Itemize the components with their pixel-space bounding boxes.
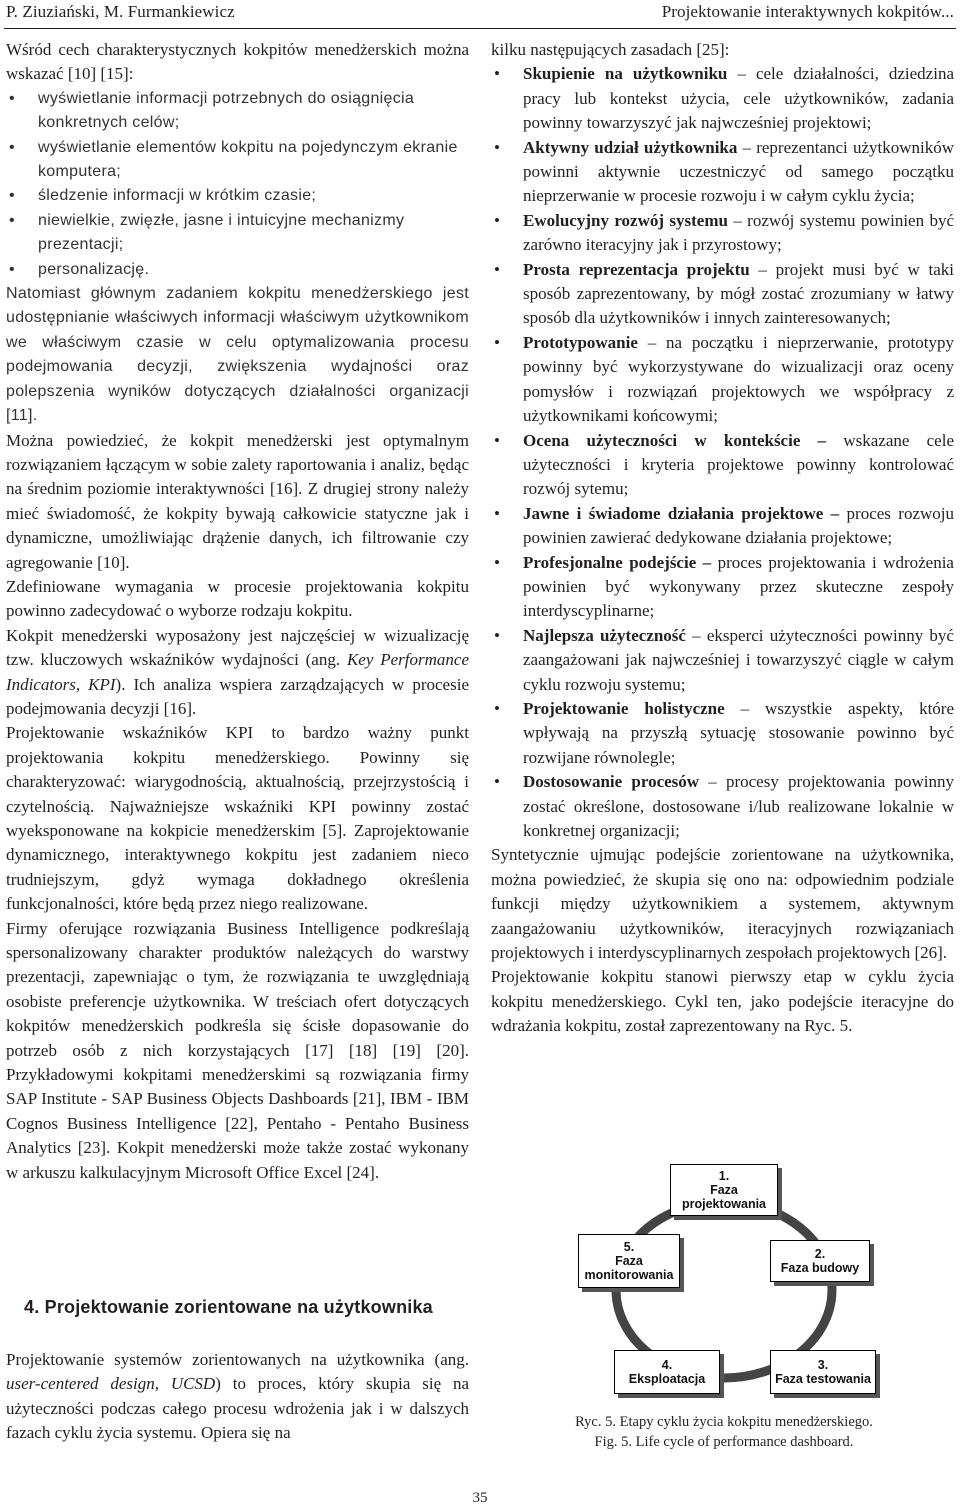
list-item: • wyświetlanie informacji potrzebnych do osiągnięcia konkretnych celów; [6,87,469,136]
principles-list [491,62,954,843]
principles-intro: kilku następujących zasadach [25]: [491,40,730,59]
bullet-icon: • [494,552,500,572]
bullet-icon: • [494,137,500,157]
list-item: • Prosta reprezentacja projektu – projekt musi być w taki sposób zaprezentowany, by mógł zostać zrozumiany w łatwy sposób dla użytkowników i innych zainteresowanych; [494,259,954,328]
paragraph: Projektowanie kokpitu stanowi pierwszy etap w cyklu życia kokpitu menedżerskiego. Cykl ten, jako podejście iteracyjne do wdrażania kokpitu, został zaprezentowany na Ryc. 5. [491,967,954,1036]
phase-box-1: 1. Faza projektowania [670,1164,778,1216]
section-heading: 4. Projektowanie zorientowane na użytkownika [24,1297,433,1317]
list-item: • wyświetlanie elementów kokpitu na pojedynczym ekranie komputera; [6,136,469,185]
paragraph: Zdefiniowane wymagania w procesie projektowania kokpitu powinno zadecydować o wyborze rodzaju kokpitu. [6,576,469,621]
figure-caption-pl: Ryc. 5. Etapy cyklu życia kokpitu menedżerskiego. [575,1414,873,1430]
phase-box-3: 3. Faza testowania [770,1350,876,1394]
list-item: • Profesjonalne podejście – proces projektowania i wdrożenia powinien być wykonywany przez skuteczne zespoły interdyscyplinarne; [494,552,954,621]
phase-box-4: 4. Eksploatacja [614,1350,720,1394]
list-item: • śledzenie informacji w krótkim czasie; [6,184,469,208]
paragraph: Firmy oferujące rozwiązania Business Intelligence podkreślają spersonalizowany charakter produktów należących do warstwy prezentacji, zapewniając o tym, że rozwiązania te uwzględniają osobiste preferencje użytkownika. W treściach ofert dotyczących kokpitów menedżerskich podkreśla się ścisłe dopasowanie do potrzeb osób z nich korzystających [17] [18] [19] [20]. Przykładowymi kokpitami menedżerskimi są rozwiązania firmy SAP Institute - SAP Business Objects Dashboards [21], IBM - IBM Cognos Business Intelligence [22], Pentaho - Pentaho Business Analytics [23]. Kokpit menedżerski może także zostać wykonany w arkuszu kalkulacyjnym Microsoft Office Excel [24]. [6,918,469,1182]
bullet-icon: • [494,503,500,523]
bullet-icon: • [9,260,15,278]
paragraph: Można powiedzieć, że kokpit menedżerski jest optymalnym rozwiązaniem łączącym w sobie zalety raportowania i analiz, będąc na średnim poziomie interaktywności [16]. Z drugiej strony należy mieć świadomość, że kokpity bywają całkowicie statyczne jak i dynamiczne, umożliwiając drążenie danych, ich filtrowanie czy agregowanie [10]. [6,430,469,572]
bullet-icon: • [494,430,500,450]
paragraph: Syntetycznie ujmując podejście zorientowane na użytkownika, można powiedzieć, że skupia się ono na: odpowiednim podziale funkcji między użytkownikiem a systemem, aktywnym zaangażowaniu użytkowników, iteracyjnych rozwiązaniach projektowych i interdyscyplinarnych zespołach projektowych [26]. [491,845,954,963]
bullet-icon: • [9,89,15,107]
right-column [491,38,954,1039]
paragraph: Projektowanie wskaźników KPI to bardzo ważny punkt projektowania kokpitu menedżerskiego. Powinny się charakteryzować: wiarygodnością, aktualnością, przejrzystością i czytelnością. Najważniejsze wskaźniki KPI powinny zostać wyeksponowane na kokpicie menedżerskim [5]. Zaprojektowanie dynamicznego, interaktywnego kokpitu jest zadaniem nieco trudniejszym, gdyż wymaga dokładnego określenia funkcjonalności, które będą przez niego realizowane. [6,723,469,914]
running-header-title: Projektowanie interaktywnych kokpitów... [661,2,954,21]
bullet-icon: • [494,625,500,645]
bullet-icon: • [494,698,500,718]
bullet-icon: • [9,187,15,205]
running-header-authors: P. Ziuziański, M. Furmankiewicz [6,2,235,21]
list-item: • Skupienie na użytkowniku – cele działalności, dziedzina pracy lub kontekst użycia, cele użytkowników, zadania powinny towarzyszyć jak najwcześniej projektowi; [494,64,954,133]
features-intro: Wśród cech charakterystycznych kokpitów menedżerskich można wskazać [10] [15]: [6,40,469,84]
list-item: • Projektowanie holistyczne – wszystkie aspekty, które wpływają na przyszłą sytuację stosowanie powinno być rozwijane równolegle; [494,698,954,767]
bullet-icon: • [494,210,500,230]
list-item: • Najlepsza użyteczność – eksperci użyteczności powinny być zaangażowani jak najwcześniej i towarzyszyć ciągle w całym cyklu rozwoju systemu; [494,625,954,694]
list-item: • Dostosowanie procesów – procesy projektowania powinny zostać określone, dostosowane i/lub realizowane lokalnie w konkretnej organizacji; [494,772,954,840]
list-item: • personalizację. [6,258,469,282]
phase-box-5: 5. Faza monitorowania [578,1234,680,1288]
bullet-icon: • [9,138,15,156]
list-item: • Aktywny udział użytkownika – reprezentanci użytkowników powinni aktywnie uczestniczyć od samego początku nieprzerwanie w procesie rozwoju i w całym cyklu życia; [494,137,954,206]
ucsd-term: user-centered design, UCSD [6,1374,216,1394]
lifecycle-diagram [576,1160,872,1412]
section-body: Projektowanie systemów zorientowanych na użytkownika (ang. user-centered design, UCSD) to proces, który skupia się na użyteczności podczas całego procesu wdrożenia jak i w dalszych fazach cyklu życia systemu. Opiera się na [6,1350,470,1443]
list-item: • niewielkie, zwięzłe, jasne i intuicyjne mechanizmy prezentacji; [6,209,469,258]
kpi-term: Key Performance Indicators, KPI [6,650,470,694]
paragraph: Natomiast głównym zadaniem kokpitu menedżerskiego jest udostępnianie właściwych informacji właściwym użytkownikom we właściwym czasie w celu optymalizowania procesu podejmowania decyzji, zwiększenia wydajności oraz polepszenia wyników dotyczących działalności organizacji [11]. [6,285,469,425]
left-column [6,38,469,1185]
bullet-icon: • [494,259,500,279]
feature-list [6,87,469,282]
header-rule [4,28,956,29]
bullet-icon: • [494,332,500,352]
page-number: 35 [472,1490,488,1506]
phase-box-2: 2. Faza budowy [770,1240,870,1282]
bullet-icon: • [9,211,15,229]
list-item: • Ewolucyjny rozwój systemu – rozwój systemu powinien być zarówno iteracyjny jak i przyrostowy; [494,210,954,255]
bullet-icon: • [494,772,500,792]
paragraph: Kokpit menedżerski wyposażony jest najczęściej w wizualizację tzw. kluczowych wskaźników wydajności (ang. Key Performance Indicators, KPI). Ich analiza wspiera zarządzających w procesie podejmowania decyzji [16]. [6,625,470,718]
list-item: • Ocena użyteczności w kontekście – wskazane cele użyteczności i kryteria projektowe powinny kontrolować rozwój sytemu; [494,430,955,499]
figure-caption-en: Fig. 5. Life cycle of performance dashboard. [594,1434,854,1450]
list-item: • Prototypowanie – na początku i nieprzerwanie, prototypy powinny być wykorzystywane do wizualizacji oraz oceny pomysłów i rozwiązań projektowych we współpracy z użytkownikami końcowymi; [494,332,954,426]
bullet-icon: • [494,64,500,84]
list-item: • Jawne i świadome działania projektowe – proces rozwoju powinien zawierać dedykowane działania projektowe; [494,503,954,548]
